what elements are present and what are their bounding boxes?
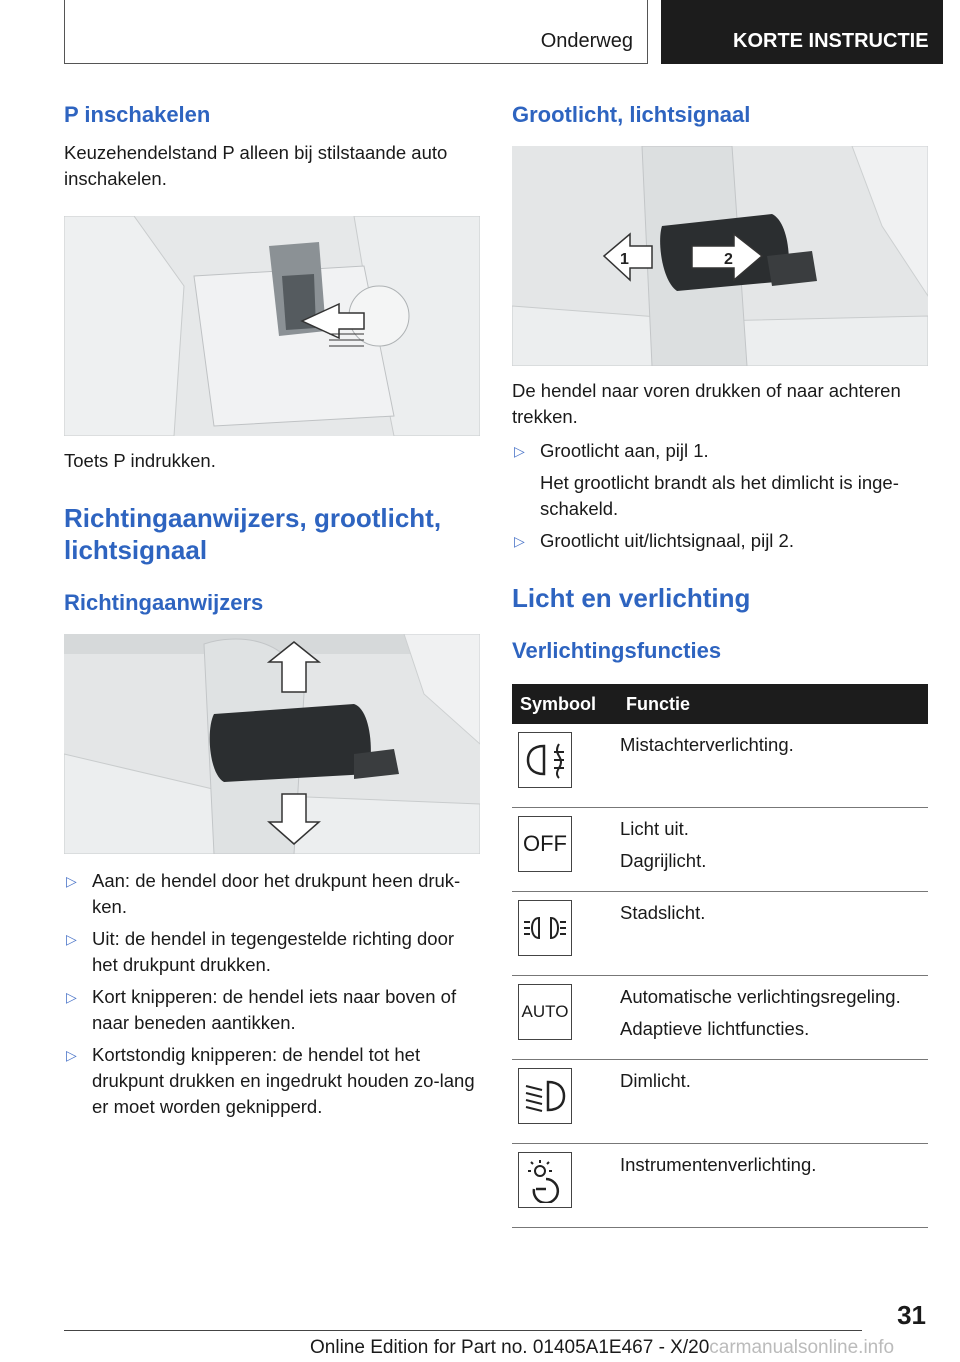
parking-lights-icon: [518, 900, 572, 956]
list-item: ▷ Uit: de hendel in tegengestelde richting door het drukpunt drukken.: [66, 928, 455, 975]
list-item: ▷ Kort knipperen: de hendel iets naar boven of naar beneden aantikken.: [66, 986, 457, 1033]
auto-icon: [518, 984, 572, 1040]
list-item: ▷ Grootlicht uit/lichtsignaal, pijl 2.: [512, 528, 928, 554]
table-header-row: [512, 684, 928, 724]
watermark-text: carmanualsonline.info: [709, 1337, 895, 1358]
triangle-bullet-icon: ▷: [66, 873, 77, 889]
indicator-bullets: [64, 868, 480, 1120]
sub-heading-indicators: Richtingaanwijzers: [64, 590, 264, 615]
main-heading-indicators: Richtingaanwijzers, grootlicht, lichtsignaal: [64, 503, 442, 565]
turn-signal-illustration: [64, 634, 480, 854]
header-left-box: [64, 0, 648, 64]
table-row: [512, 1144, 928, 1228]
left-column: [64, 100, 480, 1126]
lighting-heading: Licht en verlichting: [512, 583, 751, 613]
col-function-header: Functie: [618, 684, 928, 724]
high-beam-bullets: [512, 438, 928, 554]
auto-label: AUTO: [521, 1002, 569, 1021]
high-beam-heading: Grootlicht, lichtsignaal: [512, 102, 751, 127]
footer-edition: [310, 1337, 894, 1359]
off-label: OFF: [523, 831, 567, 856]
list-item: ▷ Grootlicht aan, pijl 1. Het grootlicht brandt als het dimlicht is inge-schakeld.: [512, 438, 928, 522]
function-text: Automatische verlichtingsregeling.: [620, 986, 901, 1007]
list-item: ▷ Aan: de hendel door het drukpunt heen druk-ken.: [66, 870, 461, 917]
table-row: [512, 1060, 928, 1144]
rear-fog-light-icon: [518, 732, 572, 788]
function-text: Licht uit.: [620, 818, 689, 839]
off-icon: [518, 816, 572, 872]
arrow-1-label: 1: [620, 251, 629, 268]
function-text: Instrumentenverlichting.: [620, 1154, 817, 1175]
p-text: Keuzehendelstand P alleen bij stilstaande auto inschakelen.: [64, 142, 448, 189]
high-beam-text: De hendel naar voren drukken of naar achteren trekken.: [512, 380, 901, 427]
table-row: [512, 724, 928, 808]
header-section-title: Onderweg: [540, 30, 633, 52]
p-heading: P inschakelen: [64, 102, 211, 127]
list-item-sub: Het grootlicht brandt als het dimlicht is inge-schakeld.: [540, 472, 899, 519]
table-row: [512, 808, 928, 892]
triangle-bullet-icon: ▷: [66, 989, 77, 1005]
gear-selector-illustration: [64, 216, 480, 436]
edition-text: Online Edition for Part no. 01405A1E467 - X/20: [310, 1337, 710, 1358]
header-chapter-tab: KORTE INSTRUCTIE: [661, 0, 943, 64]
list-item: ▷ Kortstondig knipperen: de hendel tot het drukpunt drukken en ingedrukt houden zo-lang er moet worden geknipperd.: [66, 1044, 475, 1117]
table-row: [512, 892, 928, 976]
function-text: Dimlicht.: [620, 1070, 691, 1091]
function-text: Mistachterverlichting.: [620, 734, 794, 755]
lighting-functions-heading: Verlichtingsfuncties: [512, 638, 722, 663]
function-text: Adaptieve lichtfuncties.: [620, 1018, 810, 1039]
low-beam-icon: [518, 1068, 572, 1124]
triangle-bullet-icon: ▷: [66, 931, 77, 947]
lighting-functions-table: [512, 684, 928, 1228]
triangle-bullet-icon: ▷: [66, 1047, 77, 1063]
function-text: Dagrijlicht.: [620, 850, 707, 871]
right-column: [512, 100, 928, 1228]
arrow-2-label: 2: [724, 251, 733, 268]
triangle-bullet-icon: ▷: [514, 533, 525, 549]
page-number: 31: [897, 1300, 926, 1330]
footer-divider: [64, 1330, 862, 1331]
table-row: [512, 976, 928, 1060]
triangle-bullet-icon: ▷: [514, 443, 525, 459]
function-text: Stadslicht.: [620, 902, 706, 923]
col-symbol-header: Symbool: [512, 684, 618, 724]
p-caption: Toets P indrukken.: [64, 450, 216, 471]
high-beam-illustration: [512, 146, 928, 366]
instrument-lighting-icon: [518, 1152, 572, 1208]
